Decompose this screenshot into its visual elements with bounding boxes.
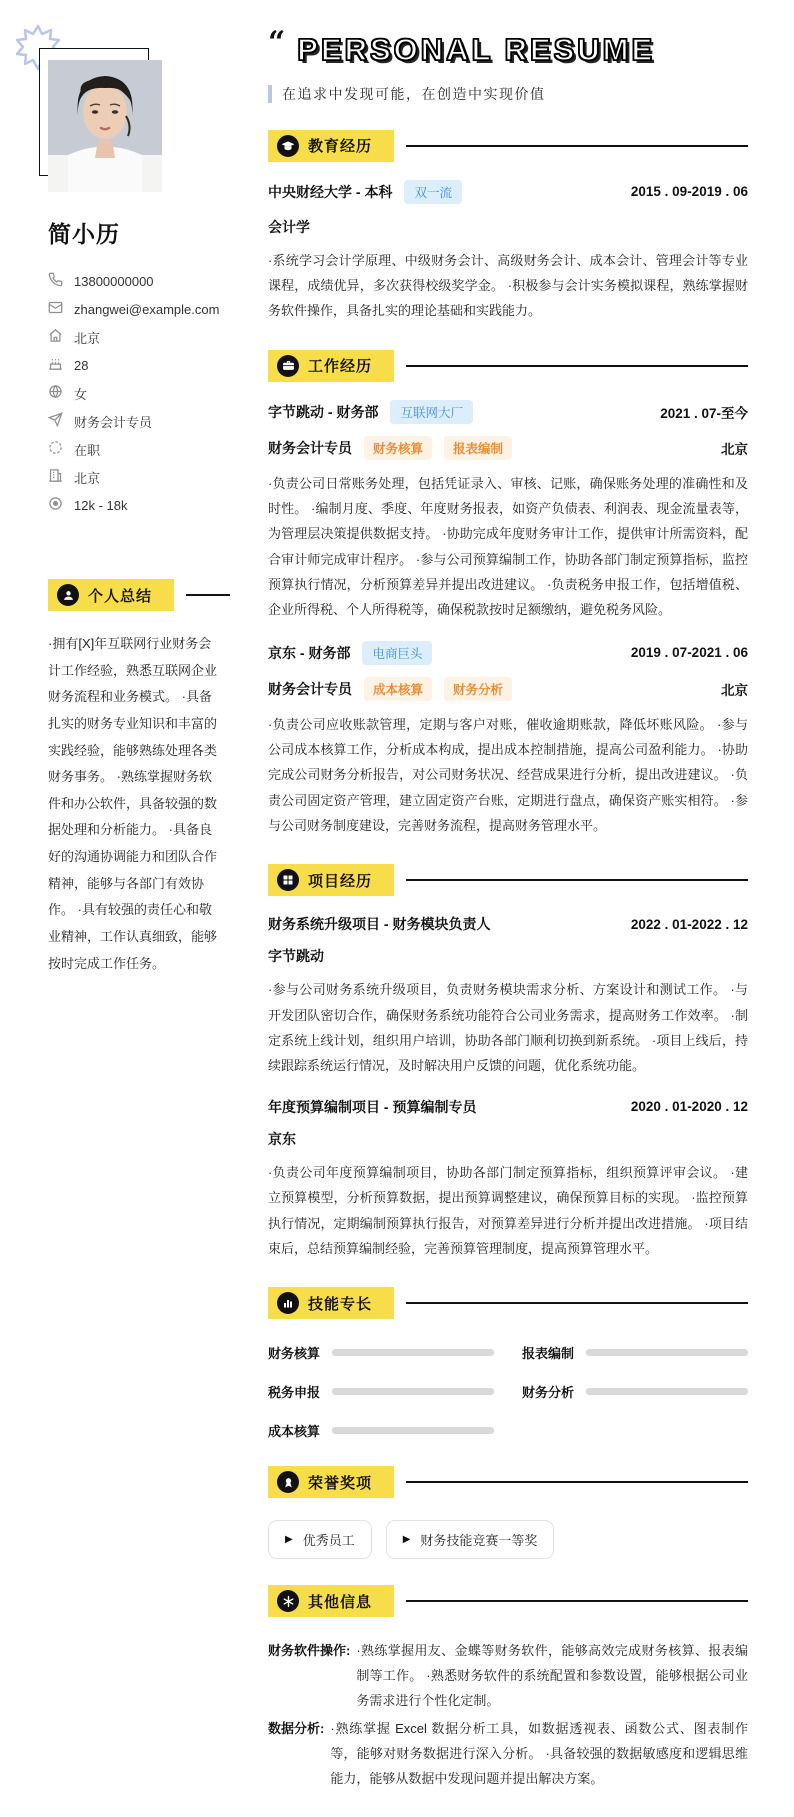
company-tag: 电商巨头 (362, 641, 432, 665)
section-rule (406, 879, 748, 881)
tagline (268, 84, 748, 104)
education-badge (268, 130, 394, 162)
phone-icon (48, 272, 63, 290)
sidebar (0, 22, 262, 1791)
person-icon (57, 584, 79, 606)
contact-value: 北京 (74, 330, 101, 346)
role-title: 财务会计专员 (268, 680, 352, 697)
project-desc: ·负责公司年度预算编制项目，协助各部门制定预算指标，组织预算评审会议。 ·建立预算模型，分析预算数据，提出预算调整建议，确保预算目标的实现。 ·监控预算执行情况，定期编制预算执行报告，对预算差异进行分析并提出改进措施。 ·项目结束后，总结预算编制经验，完善预算管理制度，提高预算管理水平。 (268, 1164, 748, 1256)
skill-name: 成本核算 (268, 1424, 321, 1440)
skill-row (268, 1421, 494, 1440)
asterisk-icon (277, 1590, 299, 1612)
project-org: 京东 (268, 1130, 296, 1147)
company-tag: 互联网大厂 (390, 400, 473, 424)
honor-pill (268, 1520, 372, 1559)
section-header-summary (48, 579, 230, 611)
globe-icon (48, 384, 63, 402)
target-icon (48, 496, 63, 514)
work-entry (268, 641, 748, 839)
other-badge (268, 1585, 394, 1617)
skills-grid (268, 1343, 748, 1440)
role-title: 财务会计专员 (268, 439, 352, 456)
section-rule (406, 145, 748, 147)
role-tag: 财务分析 (444, 677, 512, 701)
skill-bar (332, 1388, 494, 1395)
skill-bar (332, 1427, 494, 1434)
cake-icon (48, 356, 63, 374)
skill-row (522, 1382, 748, 1401)
contact-phone (48, 267, 262, 295)
building-icon (48, 468, 63, 486)
role-tag: 成本核算 (364, 677, 432, 701)
honor-pill (386, 1520, 555, 1559)
award-icon (277, 1471, 299, 1493)
contact-salary (48, 491, 262, 519)
other-row (268, 1717, 748, 1791)
honors-badge (268, 1466, 394, 1498)
section-header-projects (268, 864, 748, 896)
section-rule (406, 1302, 748, 1304)
company-name: 字节跳动 - 财务部 (268, 403, 379, 420)
project-date: 2022 . 01-2022 . 12 (630, 916, 748, 932)
contact-status (48, 435, 262, 463)
contact-value: 北京 (74, 470, 101, 486)
other-label: 数据分析: (268, 1721, 325, 1737)
work-desc: ·负责公司日常账务处理，包括凭证录入、审核、记账，确保账务处理的准确性和及时性。 ·编制月度、季度、年度财务报表，如资产负债表、利润表、现金流量表等，为管理层决策提供数据支持。 ·协助完成年度财务审计工作，提供审计所需资料，配合审计师完成审计程序。 ·参与公司预算编制工作，协助各部门制定预算指标，监控预算执行情况，分析预算差异并提出改进建议。 ·负责税务申报工作，包括增值税、企业所得税、个人所得税等，确保税款按时足额缴纳，避免税务风险。 (268, 475, 748, 618)
honor-label: 财务技能竞赛一等奖 (420, 1533, 538, 1549)
education-desc: ·系统学习会计学原理、中级财务会计、高级财务会计、成本会计、管理会计等专业课程，成绩优异，多次获得校级奖学金。 ·积极参与会计实务模拟课程，熟练掌握财务软件操作，具备扎实的理论基础和实践能力。 (268, 252, 748, 319)
contact-value: 28 (74, 357, 89, 373)
honor-label: 优秀员工 (302, 1533, 355, 1549)
school-name: 中央财经大学 - 本科 (268, 183, 393, 200)
section-rule (186, 594, 230, 596)
contact-age (48, 351, 262, 379)
school-tag: 双一流 (404, 180, 462, 204)
education-date: 2015 . 09-2019 . 06 (630, 184, 748, 200)
summary-badge (48, 579, 174, 611)
other-label: 财务软件操作: (268, 1643, 351, 1659)
work-date: 2021 . 07-至今 (660, 405, 748, 421)
contact-value: 财务会计专员 (74, 414, 153, 430)
contact-email (48, 295, 262, 323)
skill-bar (332, 1349, 494, 1356)
bar-chart-icon (277, 1292, 299, 1314)
contact-work-city (48, 463, 262, 491)
work-date: 2019 . 07-2021 . 06 (630, 645, 748, 661)
briefcase-icon (277, 355, 299, 377)
section-header-education (268, 130, 748, 162)
skill-name: 税务申报 (268, 1385, 321, 1401)
skill-name: 财务核算 (268, 1346, 321, 1362)
skill-name: 报表编制 (522, 1346, 575, 1362)
section-title: 项目经历 (308, 872, 373, 890)
work-entry (268, 400, 748, 623)
play-icon: ▶ (285, 1534, 293, 1546)
project-entry (268, 1097, 748, 1261)
status-icon (48, 440, 63, 458)
work-desc: ·负责公司应收账款管理，定期与客户对账，催收逾期账款，降低坏账风险。 ·参与公司成本核算工作，分析成本构成，提出成本控制措施，提高公司盈利能力。 ·协助完成公司财务分析报告，对公司财务状况、经营成果进行分析，提出改进建议。 ·负责公司固定资产管理，建立固定资产台账，定期进行盘点，确保资产账实相符。 ·参与公司财务制度建设，完善财务流程，提高财务管理水平。 (268, 716, 748, 834)
projects-badge (268, 864, 394, 896)
major: 会计学 (268, 218, 310, 235)
contact-value: 女 (74, 386, 88, 402)
skill-bar (586, 1349, 748, 1356)
quote-icon: “ (268, 25, 286, 60)
section-title: 其他信息 (308, 1593, 373, 1611)
role-tag: 报表编制 (444, 436, 512, 460)
contact-job-intention (48, 407, 262, 435)
section-title: 荣誉奖项 (308, 1474, 373, 1492)
page-title: PERSONAL RESUME (297, 32, 656, 67)
company-name: 京东 - 财务部 (268, 644, 351, 661)
contact-value: 在职 (74, 442, 101, 458)
skill-name: 财务分析 (522, 1385, 575, 1401)
contact-city (48, 323, 262, 351)
section-title: 个人总结 (88, 587, 153, 605)
skills-badge (268, 1287, 394, 1319)
project-desc: ·参与公司财务系统升级项目，负责财务模块需求分析、方案设计和测试工作。 ·与开发团队密切合作，确保财务系统功能符合公司业务需求，提高财务工作效率。 ·制定系统上线计划，组织用户培训，协助各部门顺利切换到新系统。 ·项目上线后，持续跟踪系统运行情况，及时解决用户反馈的问题，优化系统功能。 (268, 982, 748, 1074)
skill-row (522, 1343, 748, 1362)
grid-icon (277, 869, 299, 891)
title-block (268, 25, 748, 68)
other-info (268, 1639, 748, 1791)
tagline-text: 在追求中发现可能，在创造中实现价值 (282, 85, 546, 102)
send-icon (48, 412, 63, 430)
work-location: 北京 (721, 441, 748, 457)
section-header-honors (268, 1466, 748, 1498)
contact-value: 13800000000 (74, 273, 154, 289)
project-org: 字节跳动 (268, 948, 324, 965)
section-rule (406, 1600, 748, 1602)
section-rule (406, 365, 748, 367)
skill-bar (586, 1388, 748, 1395)
project-entry (268, 914, 748, 1078)
section-header-skills (268, 1287, 748, 1319)
section-title: 教育经历 (308, 138, 373, 156)
project-date: 2020 . 01-2020 . 12 (630, 1099, 748, 1115)
graduation-cap-icon (277, 135, 299, 157)
project-title: 年度预算编制项目 - 预算编制专员 (268, 1098, 477, 1115)
project-title: 财务系统升级项目 - 财务模块负责人 (268, 916, 491, 933)
mail-icon (48, 300, 63, 318)
tagline-bar (268, 85, 272, 103)
candidate-name: 简小历 (48, 221, 120, 247)
section-title: 技能专长 (308, 1295, 373, 1313)
other-text: ·熟练掌握用友、金蝶等财务软件，能够高效完成财务核算、报表编制等工作。 ·熟悉财务软件的系统配置和参数设置，能够根据公司业务需求进行个性化定制。 (356, 1643, 748, 1708)
summary-text: ·拥有[X]年互联网行业财务会计工作经验，熟悉互联网企业财务流程和业务模式。 ·具备扎实的财务专业知识和丰富的实践经验，能够熟练处理各类财务事务。 ·熟练掌握财务软件和办公软件，具备较强的数据处理和分析能力。 ·具备良好的沟通协调能力和团队合作精神，能够与各部门有效协作。 ·具有较强的责任心和敬业精神，工作认真细致，能够按时完成工作任务。 (48, 636, 218, 971)
work-location: 北京 (721, 682, 748, 698)
other-row (268, 1639, 748, 1713)
play-icon: ▶ (402, 1534, 411, 1546)
section-header-work (268, 350, 748, 382)
honors-list (268, 1520, 748, 1559)
skill-row (268, 1382, 494, 1401)
education-entry (268, 180, 748, 324)
main-column (262, 22, 794, 1791)
role-tag: 财务核算 (364, 436, 432, 460)
contact-value: zhangwei@example.com (74, 301, 220, 317)
section-title: 工作经历 (308, 358, 373, 376)
work-badge (268, 350, 394, 382)
contact-gender (48, 379, 262, 407)
photo-block (48, 60, 162, 192)
other-text: ·熟练掌握 Excel 数据分析工具，如数据透视表、函数公式、图表制作等，能够对财务数据进行深入分析。 ·具备较强的数据敏感度和逻辑思维能力，能够从数据中发现问题并提出解决方案。 (330, 1721, 748, 1786)
contact-value: 12k - 18k (74, 497, 128, 513)
section-header-other (268, 1585, 748, 1617)
skill-row (268, 1343, 494, 1362)
profile-photo (48, 60, 162, 192)
section-rule (406, 1481, 748, 1483)
home-icon (48, 328, 63, 346)
contact-list (48, 267, 262, 519)
